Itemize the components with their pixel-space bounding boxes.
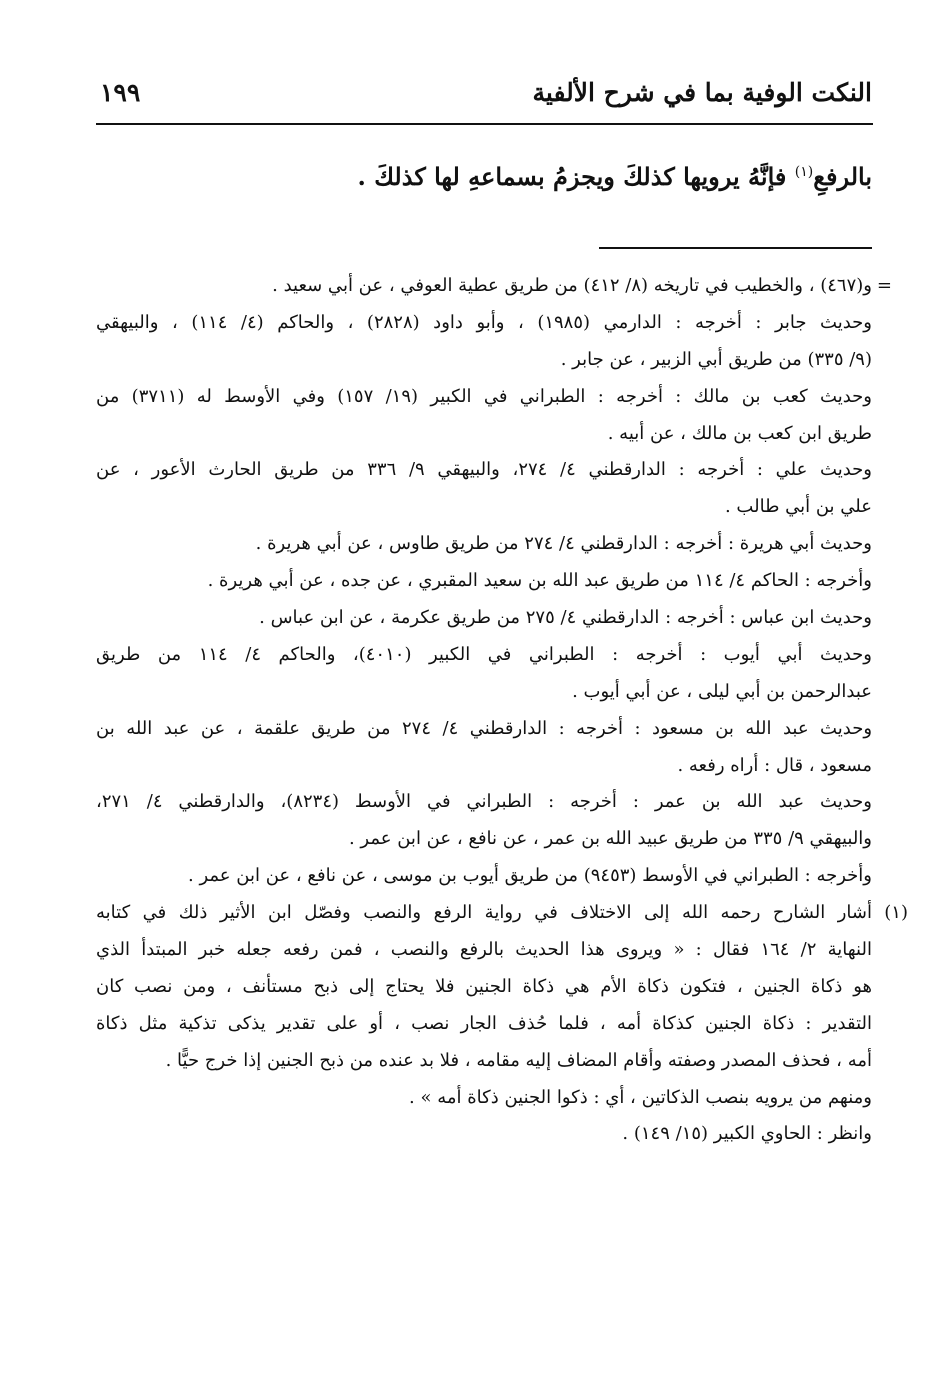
footnote-line: (١) أشار الشارح رحمه الله إلى الاختلاف في رواية الرفع والنصب وفصّل ابن الأثير ذلك في كتابه [96,895,872,932]
footnote-line: وحديث عبد الله بن عمر : أخرجه : الطبراني في الأوسط (٨٢٣٤)، والدارقطني ٤/ ٢٧١، [96,791,872,813]
footnote-line: ومنهم من يرويه بنصب الذكاتين ، أي : ذكوا الجنين ذكاة أمه » . [409,1086,872,1108]
page-number: ١٩٩ [100,78,141,107]
footnote-number: (١) [884,902,908,924]
footnote-line: علي بن أبي طالب . [724,496,872,518]
footnote-line: وحديث كعب بن مالك : أخرجه : الطبراني في الكبير (١٩/ ١٥٧) وفي الأوسط له (٣٧١١) من [96,385,872,407]
page-header [96,72,872,120]
footnote-line: وأخرجه : الطبراني في الأوسط (٩٤٥٣) من طريق أيوب بن موسى ، عن نافع ، عن ابن عمر . [188,865,872,887]
footnote-line: = و(٤٦٧) ، والخطيب في تاريخه (٨/ ٤١٢) من طريق عطية العوفي ، عن أبي سعيد . [96,268,872,305]
footnotes-block [96,268,908,1153]
footnote-line: وأخرجه : الحاكم ٤/ ١١٤ من طريق عبد الله بن سعيد المقبري ، عن جده ، عن أبي هريرة . [207,570,872,592]
footnote-line: التقدير : ذكاة الجنين كذكاة أمه ، فلما حُذف الجار نصب ، أو على تقدير يذكى تذكية مثل ذكاة [96,1012,872,1034]
footnote-line: وحديث علي : أخرجه : الدارقطني ٤/ ٢٧٤، والبيهقي ٩/ ٣٣٦ من طريق الحارث الأعور ، عن [96,459,872,481]
main-body-text [96,152,872,197]
main-text-start: بالرفعِ [813,162,872,191]
running-title: النكت الوفية بما في شرح الألفية [532,78,872,107]
footnote-reference: (١) [794,164,814,180]
footnote-line: وحديث جابر : أخرجه : الدارمي (١٩٨٥) ، وأبو داود (٢٨٢٨) ، والحاكم (٤/ ١١٤) ، والبيهقي [96,311,872,333]
footnote-line: (٩/ ٣٣٥) من طريق أبي الزبير ، عن جابر . [560,348,872,370]
header-rule [96,123,873,125]
footnote-line: وانظر : الحاوي الكبير (١٥/ ١٤٩) . [622,1123,872,1145]
footnote-line: مسعود ، قال : أراه رفعه . [677,754,872,776]
footnote-line: وحديث أبي هريرة : أخرجه : الدارقطني ٤/ ٢٧٤ من طريق طاوس ، عن أبي هريرة . [255,533,872,555]
continuation-marker: = [876,275,892,296]
footnote-line: أمه ، فحذف المصدر وصفته وأقام المضاف إليه مقامه ، فلا بد عنده من ذبح الجنين إذا خرج حيًّا . [165,1049,872,1071]
footnote-separator [599,247,872,249]
footnote-line: وحديث أبي أيوب : أخرجه : الطبراني في الكبير (٤٠١٠)، والحاكم ٤/ ١١٤ من طريق [96,643,872,665]
main-text-end: فإنَّهُ يرويها كذلكَ ويجزمُ بسماعهِ لها كذلكَ . [357,162,795,191]
footnote-line: وحديث ابن عباس : أخرجه : الدارقطني ٤/ ٢٧٥ من طريق عكرمة ، عن ابن عباس . [259,607,872,629]
footnote-line: وحديث عبد الله بن مسعود : أخرجه : الدارقطني ٤/ ٢٧٤ من طريق علقمة ، عن عبد الله بن [96,717,873,739]
footnote-line: والبيهقي ٩/ ٣٣٥ من طريق عبيد الله بن عمر ، عن نافع ، عن ابن عمر . [348,828,872,850]
footnote-line: النهاية ٢/ ١٦٤ فقال : « ويروى هذا الحديث بالرفع والنصب ، فمن رفعه جعله خبر المبتدأ الذي [96,939,872,961]
footnote-line: عبدالرحمن بن أبي ليلى ، عن أبي أيوب . [572,680,872,702]
footnote-line: هو ذكاة الجنين ، فتكون ذكاة الأم هي ذكاة الجنين فلا يحتاج إلى ذبح مستأنف ، ومن نصب كان [96,975,872,997]
footnote-line: طريق ابن كعب بن مالك ، عن أبيه . [607,422,872,444]
